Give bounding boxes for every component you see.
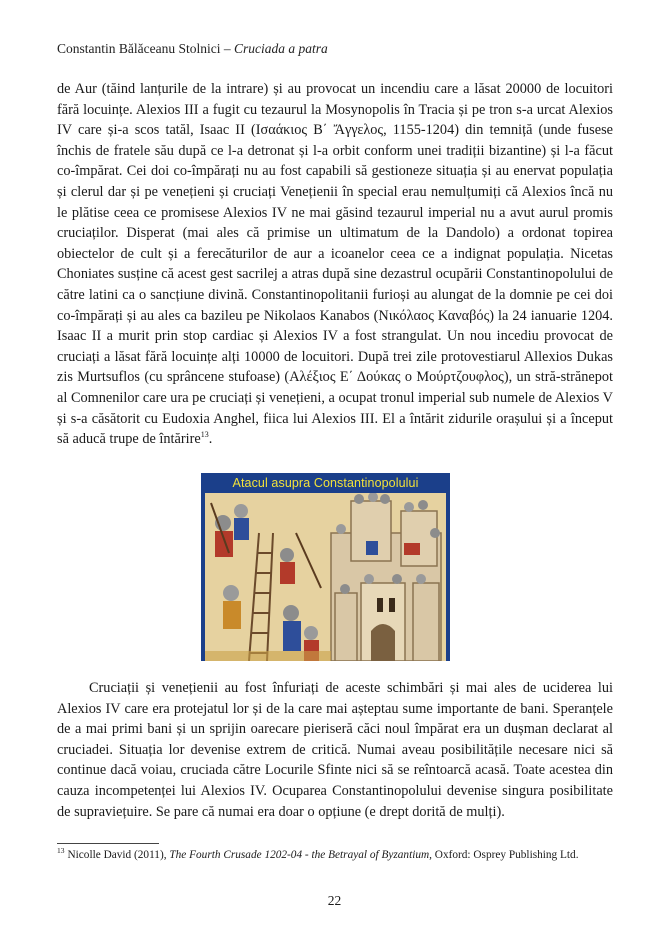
header-separator: – [220, 41, 234, 56]
footnote-title: The Fourth Crusade 1202-04 - the Betrayal of Byzantium, [169, 849, 432, 861]
paragraph-1-text: de Aur (tăind lanțurile de la intrare) și au provocat un incendiu care a lăsat 20000 de locuitori fără locuințe. Alexios III a fugit cu tezaurul la Mosynopolis în Tracia și pe tron s-a urcat Alexios IV care și-a scos tatăl, Isaac II (Ισαάκιος Β΄ Ἄγγελος, 1155-1204) din temniță (unde fusese închis de fratele său după ce l-a detronat și l-a orbit conform unei tradiții bizantine) și l-a făcut co-împărat. Cei doi co-împărați nu au fost capabili să gestioneze situația și au enervat populația și clerul dar și pe venețieni și cruciați Venețienii în special erau nemulțumiți că Alexios încă nu le plătise ceea ce promisese Alexios IV ne mai găsind tezaurul imperial nu a avut aurul promis cruciaților. Disperat (mai ales că primise un ultimatum de la Dandolo) a ordonat topirea obiectelor de cult și a ferecăturilor de aur a icoanelor ceea ce a indignat populația. Nicetas Choniates susține că acest gest sacrilej a atras după sine dezastrul ocupării Constantinopolului de către latini ca o sancțiune divină. Constantinopolitanii furioși au alungat de la domnie pe cei doi co-împărați și au ales ca bazileu pe Nikolaos Kanabos (Νικόλαος Καναβός) la 24 ianuarie 1204. Isaac II a murit prin stop cardiac și Alexios IV a fost strangulat. Un nou incediu provocat de cruciați a lăsat fără locuințe alți 10000 de locuitori. După trei zile protovestiarul Allexios Dukas zis Murtsuflos (cu sprâncene stufoase) (Αλέξιος Ε΄ Δούκας ο Μούρτζουφλος), un stră-strănepot al Comnenilor care ura pe cruciați și venețieni, a ocupat tronul imperial sub numele de Alexios V și s-a căsătorit cu Eudoxia Anghel, fiica lui Alexios III. El a întărit zidurile orașului și a început să aducă trupe de întărire [57, 81, 613, 448]
footnote-13 [57, 848, 613, 863]
header-author: Constantin Bălăceanu Stolnici [57, 41, 221, 56]
figure-siege-illustration [201, 473, 450, 661]
figure-caption: Atacul asupra Constantinopolului [232, 476, 419, 490]
paragraph-1-end: . [208, 431, 213, 448]
footnote-number: 13 [57, 846, 65, 856]
footnote-publisher: Oxford: Osprey Publishing Ltd. [431, 849, 579, 861]
footnote-reference[interactable]: 13 [200, 430, 209, 440]
siege-miniature-image [201, 493, 450, 661]
running-header [57, 41, 328, 57]
footnote-author: Nicolle David (2011), [67, 849, 170, 861]
header-book-title: Cruciada a patra [233, 41, 328, 56]
paragraph-1 [57, 79, 613, 450]
page-number: 22 [327, 893, 342, 908]
footnote-divider [57, 843, 159, 844]
paragraph-2: Cruciații și venețienii au fost înfuriați de aceste schimbări și mai ales de uciderea lui Alexios IV care era protejatul lor și de la care mai așteptau sume importante de bani. Speranțele de a mai primi bani și un sprijin oarecare pieriseră căci noul împărat era un dușman declarat al cruciadei. Situația lor devenise extrem de critică. Numai aveau posibilitățile necesare nici să continue dacă voiau, cruciada către Locurile Sfinte nici să se reîntoarcă acasă. Toate acestea din cauza incompetenței lui Alexios IV. Ocuparea Constantinopolului devenise singura posibilitate de supraviețuire. Se pare că numai era doar o opțiune (e drept dorită de mulți). [57, 680, 613, 820]
